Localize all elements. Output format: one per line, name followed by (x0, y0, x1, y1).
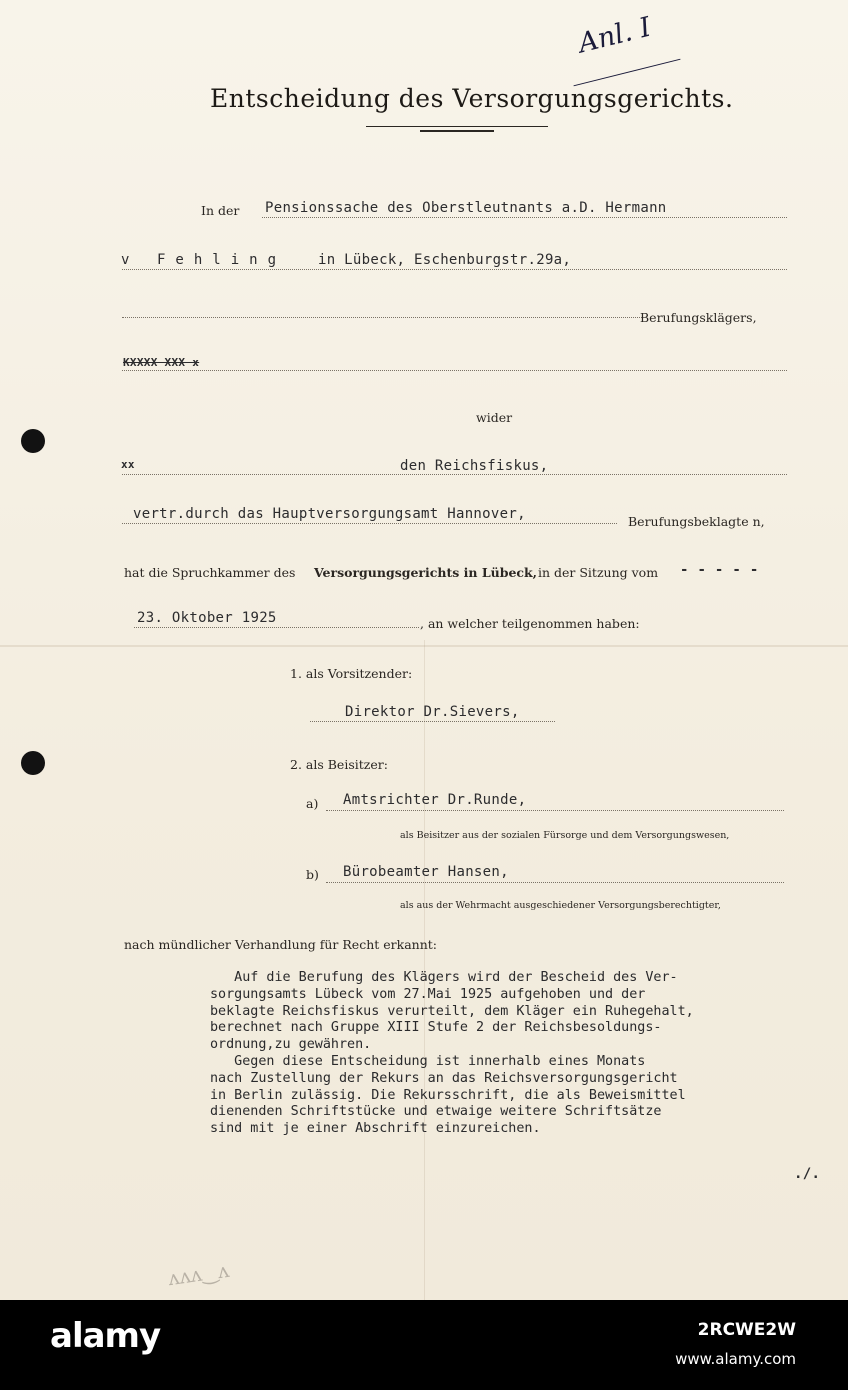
title-rule-center (420, 130, 494, 132)
form-line-5 (122, 474, 787, 475)
verdict-line: sorgungsamts Lübeck vom 27.Mai 1925 aufgehoben und der (210, 986, 646, 1002)
form-line-chair (310, 721, 555, 722)
verdict-line: nach Zustellung der Rekurs an das Reichsversorgungsgericht (210, 1070, 678, 1086)
court-line-start: hat die Spruchkammer des (124, 565, 296, 580)
form-line-assessor-b (326, 882, 784, 883)
assessor-a-note: als Beisitzer aus der sozialen Fürsorge und dem Versorgungswesen, (400, 830, 730, 841)
verdict-line: ordnung,zu gewähren. (210, 1037, 372, 1053)
court-line-dashes: - - - - - (680, 562, 759, 578)
form-line-3 (122, 317, 642, 318)
assessor-b-mark: b) (306, 867, 319, 882)
form-line-2 (122, 269, 787, 270)
assessor-a-mark: a) (306, 796, 319, 811)
defendant-representative: vertr.durch das Hauptversorgungsamt Hannover, (133, 506, 526, 522)
verdict-line: Gegen diese Entscheidung ist innerhalb eines Monats (210, 1053, 646, 1069)
punch-hole-top (21, 429, 45, 453)
plaintiff-role: Berufungsklägers, (640, 310, 757, 325)
verdict-intro: nach mündlicher Verhandlung für Recht erkannt: (124, 937, 437, 952)
assessor-b-note: als aus der Wehrmacht ausgeschiedener Versorgungsberechtigter, (400, 900, 721, 911)
struck-out-text: KXXXX XXX x (123, 356, 200, 369)
watermark-logo: alamy (50, 1316, 161, 1356)
continued-mark: ./. (794, 1166, 821, 1182)
court-line-session: in der Sitzung vom (538, 565, 659, 580)
form-line-date (134, 627, 419, 628)
defendant-prefix-struck: xx (121, 458, 135, 471)
session-date: 23. Oktober 1925 (137, 610, 277, 626)
title-rule-top (366, 126, 548, 127)
defendant-role: Berufungsbeklagte n, (628, 514, 765, 529)
chair-label: 1. als Vorsitzender: (290, 666, 413, 681)
margin-note-underline (574, 59, 681, 87)
form-line-assessor-a (326, 810, 784, 811)
intro-prefix: In der (201, 203, 240, 218)
faint-scribble: ʌʌʌ‿ʌ (166, 1257, 231, 1291)
plaintiff-name: Fehling (157, 252, 287, 268)
case-line2-prefix: v (121, 252, 130, 268)
verdict-line: sind mit je einer Abschrift einzureichen. (210, 1121, 541, 1137)
defendant-name: den Reichsfiskus, (400, 458, 549, 474)
form-line-1 (262, 217, 787, 218)
against-word: wider (476, 410, 513, 425)
watermark-url: www.alamy.com (675, 1350, 796, 1368)
verdict-line: beklagte Reichsfiskus verurteilt, dem Kläger ein Ruhegehalt, (210, 1003, 694, 1019)
participants-intro: , an welcher teilgenommen haben: (420, 616, 640, 631)
watermark-stock-id: 2RCWE2W (697, 1320, 796, 1340)
form-line-6 (122, 523, 617, 524)
plaintiff-address: in Lübeck, Eschenburgstr.29a, (318, 252, 572, 268)
verdict-line: in Berlin zulässig. Die Rekursschrift, die als Beweismittel (210, 1087, 686, 1103)
court-name: Versorgungsgerichts in Lübeck, (314, 565, 538, 580)
verdict-line: Auf die Berufung des Klägers wird der Bescheid des Ver- (210, 970, 678, 985)
form-line-4 (122, 370, 787, 371)
case-description-line1: Pensionssache des Oberstleutnants a.D. Hermann (265, 200, 667, 216)
verdict-line: dienenden Schriftstücke und etwaige weitere Schriftsätze (210, 1104, 662, 1120)
document-title: Entscheidung des Versorgungsgerichts. (210, 84, 734, 113)
verdict-text (210, 970, 694, 1138)
verdict-line: berechnet nach Gruppe XIII Stufe 2 der Reichsbesoldungs- (210, 1020, 662, 1036)
assessor-b-name: Bürobeamter Hansen, (343, 864, 509, 880)
assessor-a-name: Amtsrichter Dr.Runde, (343, 792, 527, 808)
margin-note-annotation: Anl. I (575, 11, 655, 60)
assessors-label: 2. als Beisitzer: (290, 757, 388, 772)
punch-hole-bottom (21, 751, 45, 775)
chair-name: Direktor Dr.Sievers, (345, 704, 520, 720)
